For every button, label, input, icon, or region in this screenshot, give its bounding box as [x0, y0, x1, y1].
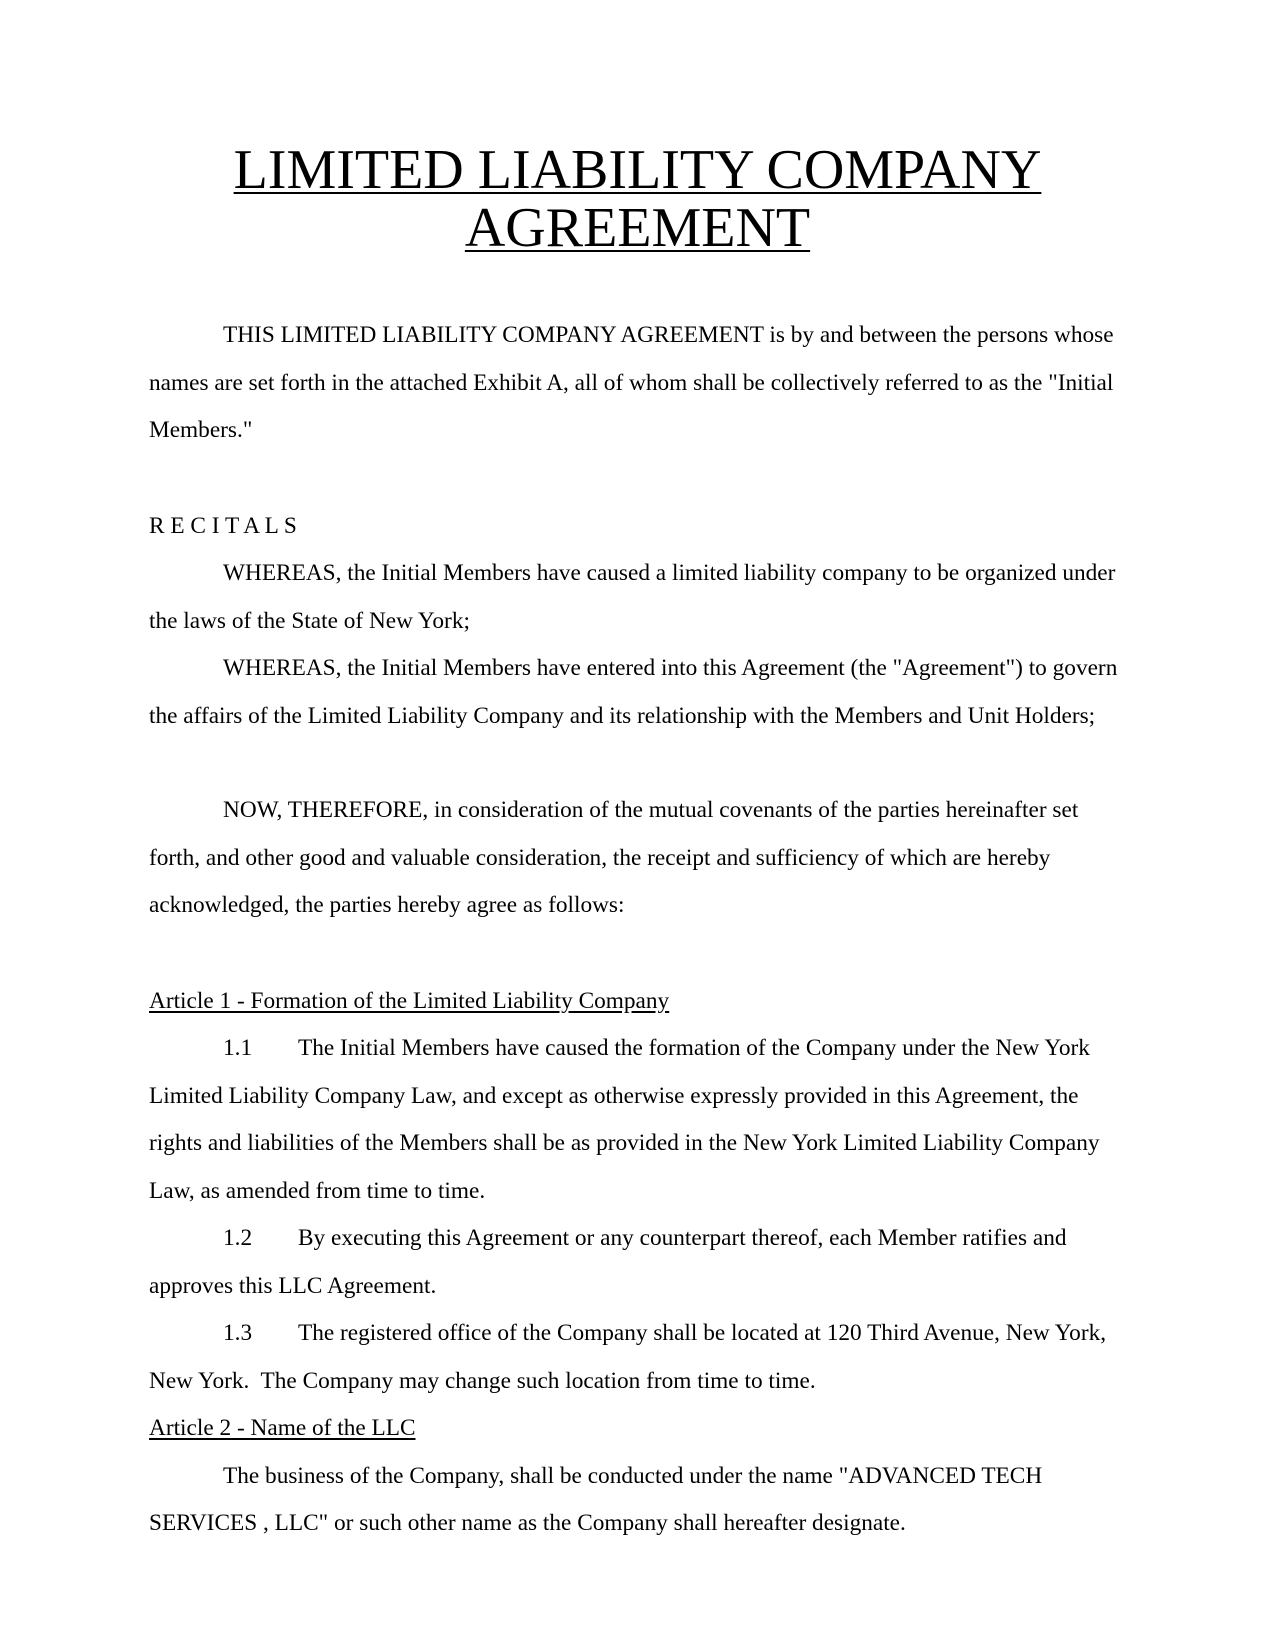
- section-1-3-line-1: The registered office of the Company shall be located at 120 Third Avenue, New York,: [298, 1320, 1107, 1346]
- article-2-line-1: The business of the Company, shall be conducted under the name "ADVANCED TECH: [223, 1463, 1043, 1489]
- whereas2-line-1: WHEREAS, the Initial Members have entered into this Agreement (the "Agreement") to govern: [223, 655, 1118, 681]
- intro-line-3: Members.": [149, 417, 253, 443]
- section-1-1-line-4: Law, as amended from time to time.: [149, 1178, 486, 1204]
- section-1-1-line-2: Limited Liability Company Law, and except as otherwise expressly provided in this Agreement, the: [149, 1083, 1079, 1109]
- article-1-heading: Article 1 - Formation of the Limited Liability Company: [149, 988, 670, 1014]
- now-therefore-line-1: NOW, THEREFORE, in consideration of the mutual covenants of the parties hereinafter set: [223, 797, 1079, 823]
- title-line-1: LIMITED LIABILITY COMPANY: [233, 139, 1042, 201]
- section-1-2-number: 1.2: [223, 1225, 253, 1251]
- section-1-1-line-3: rights and liabilities of the Members shall be as provided in the New York Limited Liability Company: [149, 1130, 1100, 1156]
- intro-line-1: THIS LIMITED LIABILITY COMPANY AGREEMENT is by and between the persons whose: [223, 322, 1114, 348]
- section-1-3-line-2: New York. The Company may change such location from time to time.: [149, 1368, 816, 1394]
- section-1-2-line-2: approves this LLC Agreement.: [149, 1273, 437, 1299]
- intro-line-2: names are set forth in the attached Exhibit A, all of whom shall be collectively referred to as the "Initial: [149, 370, 1114, 396]
- whereas1-line-2: the laws of the State of New York;: [149, 608, 470, 634]
- article-2-line-2: SERVICES , LLC" or such other name as the Company shall hereafter designate.: [149, 1510, 906, 1536]
- article-2-heading: Article 2 - Name of the LLC: [149, 1415, 416, 1441]
- recitals-heading: R E C I T A L S: [149, 513, 297, 539]
- whereas1-line-1: WHEREAS, the Initial Members have caused a limited liability company to be organized under: [223, 560, 1116, 586]
- title-line-2: AGREEMENT: [464, 197, 811, 259]
- now-therefore-line-3: acknowledged, the parties hereby agree as follows:: [149, 892, 625, 918]
- section-1-2-line-1: By executing this Agreement or any counterpart thereof, each Member ratifies and: [298, 1225, 1067, 1251]
- section-1-3-number: 1.3: [223, 1320, 253, 1346]
- now-therefore-line-2: forth, and other good and valuable consideration, the receipt and sufficiency of which are hereby: [149, 845, 1051, 871]
- section-1-1-line-1: The Initial Members have caused the formation of the Company under the New York: [298, 1035, 1090, 1061]
- whereas2-line-2: the affairs of the Limited Liability Company and its relationship with the Members and Unit Holders;: [149, 703, 1096, 729]
- section-1-1-number: 1.1: [223, 1035, 253, 1061]
- document-title: [0, 141, 1275, 257]
